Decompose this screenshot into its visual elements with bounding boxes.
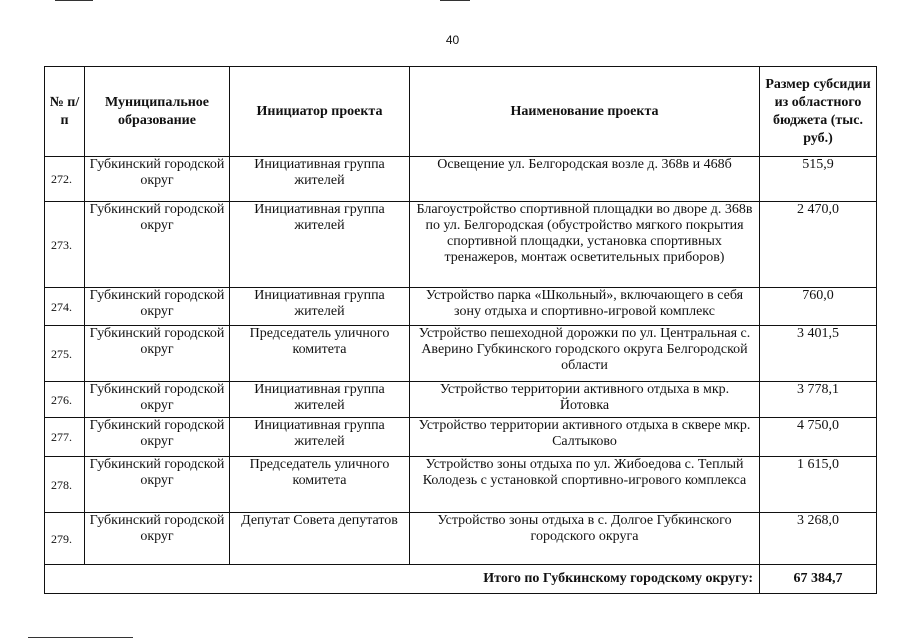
header-project: Наименование проекта [410, 67, 760, 157]
table-row [45, 288, 877, 326]
row-municipality: Губкинский городской округ [85, 288, 230, 326]
row-initiator: Инициативная группа жителей [230, 202, 410, 288]
row-subsidy: 1 615,0 [760, 457, 877, 513]
scan-edge-line-bottom [28, 637, 133, 638]
table-row [45, 382, 877, 418]
row-num: 275. [45, 326, 85, 382]
row-num: 277. [45, 418, 85, 457]
total-row [45, 565, 877, 594]
table-row [45, 326, 877, 382]
row-num: 278. [45, 457, 85, 513]
row-subsidy: 3 268,0 [760, 513, 877, 565]
row-project: Устройство зоны отдыха в с. Долгое Губкинского городского округа [410, 513, 760, 565]
row-num: 276. [45, 382, 85, 418]
row-num: 279. [45, 513, 85, 565]
row-subsidy: 3 778,1 [760, 382, 877, 418]
row-municipality: Губкинский городской округ [85, 457, 230, 513]
row-subsidy: 2 470,0 [760, 202, 877, 288]
row-num: 273. [45, 202, 85, 288]
table-row [45, 202, 877, 288]
row-project: Устройство парка «Школьный», включающего в себя зону отдыха и спортивно-игровой комплекс [410, 288, 760, 326]
row-project: Освещение ул. Белгородская возле д. 368в и 468б [410, 157, 760, 202]
row-subsidy: 760,0 [760, 288, 877, 326]
row-municipality: Губкинский городской округ [85, 418, 230, 457]
row-municipality: Губкинский городской округ [85, 513, 230, 565]
table-header-row [45, 67, 877, 157]
row-initiator: Депутат Совета депутатов [230, 513, 410, 565]
row-municipality: Губкинский городской округ [85, 326, 230, 382]
row-initiator: Председатель уличного комитета [230, 326, 410, 382]
row-municipality: Губкинский городской округ [85, 157, 230, 202]
row-project: Устройство пешеходной дорожки по ул. Центральная с. Аверино Губкинского городского округа Белгородской области [410, 326, 760, 382]
row-municipality: Губкинский городской округ [85, 202, 230, 288]
row-municipality: Губкинский городской округ [85, 382, 230, 418]
row-subsidy: 515,9 [760, 157, 877, 202]
row-project: Устройство территории активного отдыха в сквере мкр. Салтыково [410, 418, 760, 457]
projects-table [44, 66, 877, 594]
row-project: Благоустройство спортивной площадки во дворе д. 368в по ул. Белгородская (обустройство мягкого покрытия спортивной площадки, установка спортивных тренажеров, монтаж осветительных приборов) [410, 202, 760, 288]
row-num: 274. [45, 288, 85, 326]
row-project: Устройство территории активного отдыха в мкр. Йотовка [410, 382, 760, 418]
header-num: № п/п [45, 67, 85, 157]
row-initiator: Инициативная группа жителей [230, 157, 410, 202]
table-row [45, 157, 877, 202]
row-initiator: Инициативная группа жителей [230, 382, 410, 418]
page-number: 40 [445, 33, 460, 47]
row-subsidy: 3 401,5 [760, 326, 877, 382]
header-initiator: Инициатор проекта [230, 67, 410, 157]
row-initiator: Председатель уличного комитета [230, 457, 410, 513]
scan-edge-line-left [55, 0, 93, 1]
row-num: 272. [45, 157, 85, 202]
header-municipality: Муниципальное образование [85, 67, 230, 157]
scan-edge-line-right [440, 0, 470, 1]
table-row [45, 513, 877, 565]
total-label: Итого по Губкинскому городскому округу: [45, 565, 760, 594]
table-row [45, 418, 877, 457]
row-project: Устройство зоны отдыха по ул. Жибоедова с. Теплый Колодезь с установкой спортивно-игрового комплекса [410, 457, 760, 513]
total-value: 67 384,7 [760, 565, 877, 594]
row-subsidy: 4 750,0 [760, 418, 877, 457]
row-initiator: Инициативная группа жителей [230, 288, 410, 326]
header-subsidy: Размер субсидии из областного бюджета (тыс. руб.) [760, 67, 877, 157]
table-row [45, 457, 877, 513]
row-initiator: Инициативная группа жителей [230, 418, 410, 457]
